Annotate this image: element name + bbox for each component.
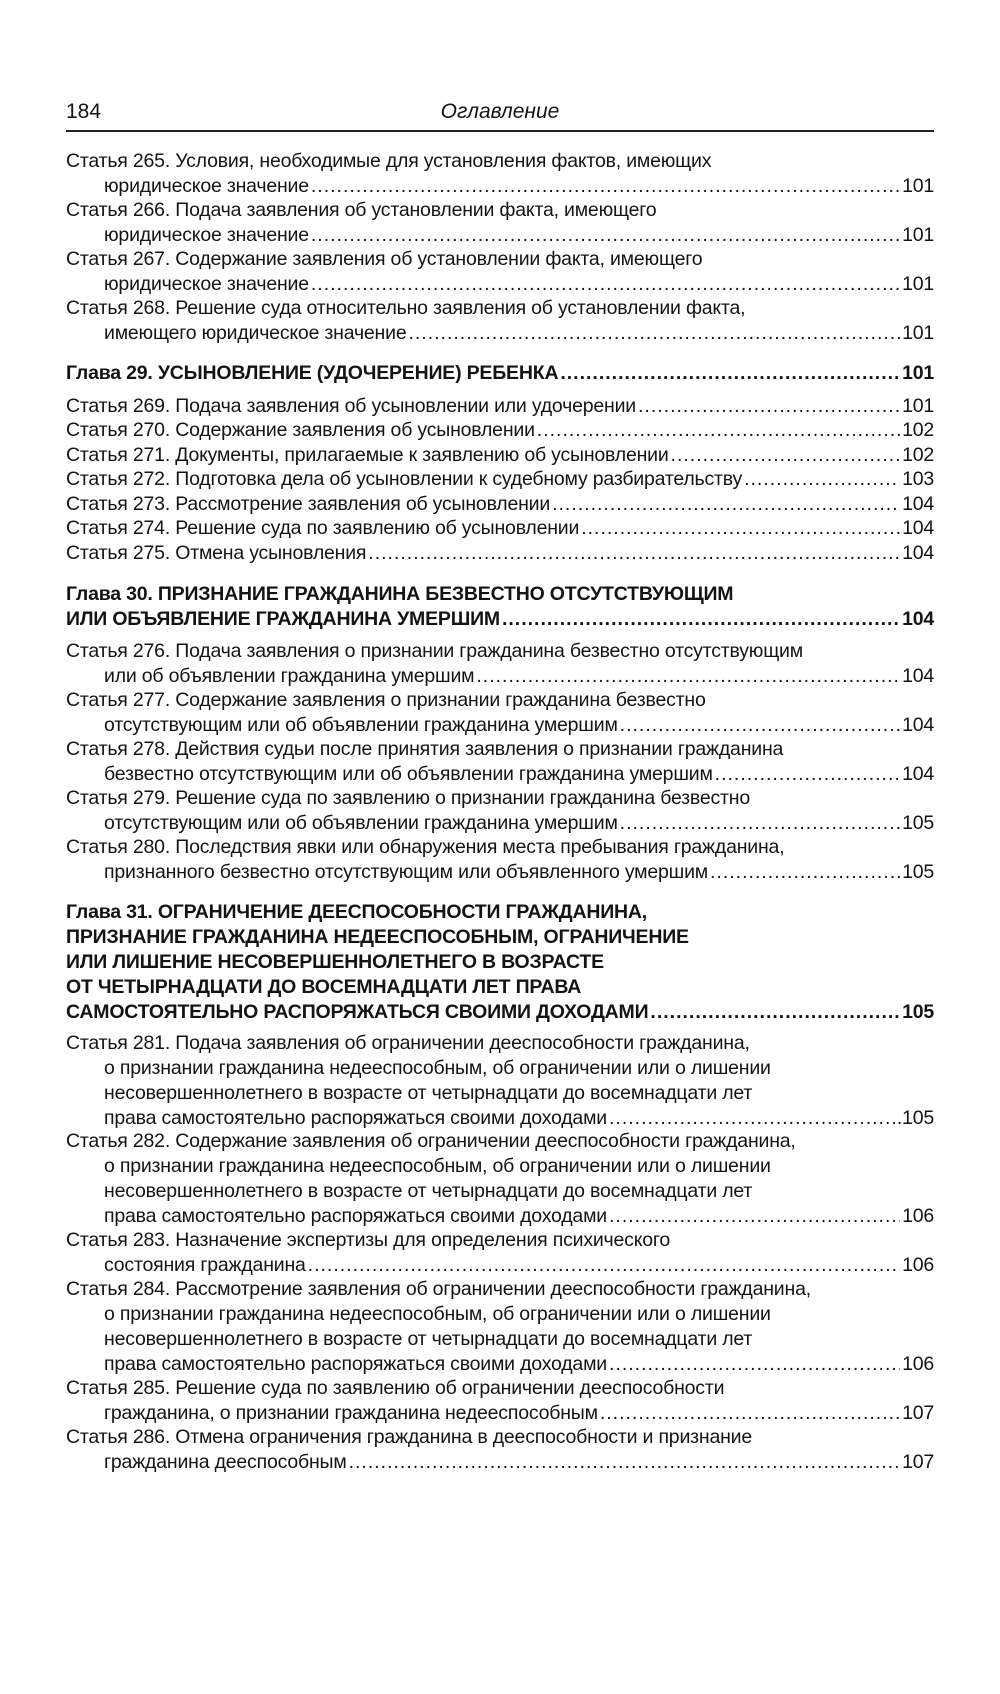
entry-line: Статья 285. Решение суда по заявлению об ограничении дееспособности: [66, 1377, 725, 1399]
leader-dots: [620, 713, 900, 738]
entry-line: Статья 279. Решение суда по заявлению о признании гражданина безвестно: [66, 787, 750, 809]
entry-line: Статья 278. Действия судьи после принятия заявления о признании гражданина: [66, 738, 784, 760]
entry-line: Статья 266. Подача заявления об установлении факта, имеющего: [66, 199, 657, 221]
entry-title: признанного безвестно отсутствующим или объявленного умершим: [104, 861, 709, 883]
page-number: 184: [66, 100, 102, 123]
toc-article[interactable]: [66, 835, 934, 885]
entry-title: Статья 274. Решение суда по заявлению об усыновлении: [66, 517, 580, 539]
entry-line: Статья 284. Рассмотрение заявления об ограничении дееспособности гражданина,: [66, 1278, 811, 1300]
entry-title: безвестно отсутствующим или об объявлении гражданина умершим: [104, 763, 713, 785]
toc-article[interactable]: [66, 541, 934, 566]
entry-line: [66, 272, 934, 297]
toc-chapter[interactable]: [66, 582, 934, 632]
entry-page-number: 105: [902, 1001, 934, 1023]
entry-title: ИЛИ ОБЪЯВЛЕНИЕ ГРАЖДАНИНА УМЕРШИМ: [66, 608, 500, 630]
entry-title: права самостоятельно распоряжаться своими доходами: [104, 1353, 607, 1375]
entry-line: Статья 276. Подача заявления о признании гражданина безвестно отсутствующим: [66, 640, 803, 662]
entry-line: [66, 664, 934, 689]
entry-line: Статья 286. Отмена ограничения гражданина в дееспособности и признание: [66, 1426, 753, 1448]
toc-article[interactable]: [66, 1129, 934, 1229]
entry-line: [66, 1106, 934, 1131]
entry-page-number: 107: [902, 1451, 934, 1473]
entry-line: несовершеннолетнего в возрасте от четырнадцати до восемнадцати лет: [104, 1082, 753, 1104]
entry-page-number: 101: [902, 395, 934, 417]
leader-dots: [311, 174, 900, 199]
toc-article[interactable]: [66, 1228, 934, 1278]
entry-line: ПРИЗНАНИЕ ГРАЖДАНИНА НЕДЕЕСПОСОБНЫМ, ОГРАНИЧЕНИЕ: [66, 926, 689, 948]
entry-title: Глава 29. УСЫНОВЛЕНИЕ (УДОЧЕРЕНИЕ) РЕБЕНКА: [66, 362, 559, 384]
entry-page-number: .105: [896, 1107, 934, 1129]
entry-line: [66, 1352, 934, 1377]
leader-dots: [715, 762, 900, 787]
entry-line: Статья 281. Подача заявления об ограничении дееспособности гражданина,: [66, 1032, 750, 1054]
entry-line: [66, 713, 934, 738]
entry-page-number: 105: [902, 812, 934, 834]
leader-dots: [609, 1106, 895, 1131]
entry-title: САМОСТОЯТЕЛЬНО РАСПОРЯЖАТЬСЯ СВОИМИ ДОХОДАМИ: [66, 1001, 649, 1023]
entry-title: Статья 272. Подготовка дела об усыновлении к судебному разбирательству: [66, 468, 743, 490]
toc-article[interactable]: [66, 198, 934, 248]
entry-page-number: 103: [902, 468, 934, 490]
entry-line: [66, 1000, 934, 1025]
entry-page-number: 104: [902, 714, 934, 736]
toc-chapter[interactable]: [66, 361, 934, 386]
toc-article[interactable]: [66, 467, 934, 492]
entry-line: Статья 280. Последствия явки или обнаружения места пребывания гражданина,: [66, 836, 785, 858]
toc-article[interactable]: [66, 1376, 934, 1426]
page-header: [66, 96, 934, 132]
entry-page-number: 106: [902, 1205, 934, 1227]
toc-chapter[interactable]: [66, 900, 934, 1025]
toc-article[interactable]: [66, 492, 934, 517]
entry-line: [66, 418, 934, 443]
entry-page-number: 104: [902, 542, 934, 564]
leader-dots: [537, 418, 900, 443]
entry-line: Глава 31. ОГРАНИЧЕНИЕ ДЕЕСПОСОБНОСТИ ГРАЖДАНИНА,: [66, 901, 648, 923]
entry-page-number: 102: [902, 419, 934, 441]
toc-article[interactable]: [66, 516, 934, 541]
leader-dots: [349, 1450, 901, 1475]
entry-line: несовершеннолетнего в возрасте от четырнадцати до восемнадцати лет: [104, 1180, 753, 1202]
leader-dots: [581, 516, 900, 541]
entry-line: [66, 762, 934, 787]
entry-line: Статья 267. Содержание заявления об установлении факта, имеющего: [66, 248, 703, 270]
entry-page-number: 104: [902, 763, 934, 785]
entry-title: юридическое значение: [104, 273, 309, 295]
entry-line: Статья 283. Назначение экспертизы для определения психического: [66, 1229, 671, 1251]
entry-title: отсутствующим или об объявлении гражданина умершим: [104, 812, 618, 834]
entry-line: [66, 516, 934, 541]
entry-page-number: 101: [902, 362, 934, 384]
entry-line: [66, 860, 934, 885]
entry-page-number: 101: [902, 273, 934, 295]
leader-dots: [620, 811, 900, 836]
entry-title: Статья 270. Содержание заявления об усыновлении: [66, 419, 535, 441]
leader-dots: [408, 321, 900, 346]
toc-article[interactable]: [66, 394, 934, 419]
toc-article[interactable]: [66, 1425, 934, 1475]
toc-article[interactable]: [66, 149, 934, 199]
entry-title: или об объявлении гражданина умершим: [104, 665, 475, 687]
entry-line: [66, 361, 934, 386]
entry-title: Статья 271. Документы, прилагаемые к заявлению об усыновлении: [66, 444, 669, 466]
leader-dots: [560, 361, 900, 386]
entry-page-number: 102: [902, 444, 934, 466]
entry-page-number: 104: [902, 608, 934, 630]
entry-page-number: 107: [902, 1402, 934, 1424]
entry-line: [66, 607, 934, 632]
entry-title: юридическое значение: [104, 175, 309, 197]
leader-dots: [502, 607, 900, 632]
entry-line: [66, 1450, 934, 1475]
entry-title: гражданина дееспособным: [104, 1451, 347, 1473]
entry-title: Статья 273. Рассмотрение заявления об усыновлении: [66, 493, 551, 515]
toc-article[interactable]: [66, 1031, 934, 1131]
entry-line: [66, 321, 934, 346]
entry-page-number: 101: [902, 322, 934, 344]
entry-line: Статья 277. Содержание заявления о признании гражданина безвестно: [66, 689, 706, 711]
entry-line: Статья 282. Содержание заявления об ограничении дееспособности гражданина,: [66, 1130, 796, 1152]
entry-page-number: 101: [902, 175, 934, 197]
toc-article[interactable]: [66, 443, 934, 468]
entry-line: Статья 265. Условия, необходимые для установления фактов, имеющих: [66, 150, 712, 172]
toc-article[interactable]: [66, 418, 934, 443]
entry-line: [66, 1204, 934, 1229]
entry-page-number: 104: [902, 517, 934, 539]
leader-dots: [650, 1000, 900, 1025]
entry-title: отсутствующим или об объявлении гражданина умершим: [104, 714, 618, 736]
entry-title: юридическое значение: [104, 224, 309, 246]
toc-article[interactable]: [66, 296, 934, 346]
leader-dots: [308, 1253, 900, 1278]
toc-article[interactable]: [66, 247, 934, 297]
leader-dots: [368, 541, 900, 566]
entry-title: гражданина, о признании гражданина недееспособным: [104, 1402, 598, 1424]
entry-line: [66, 1401, 934, 1426]
leader-dots: [638, 394, 900, 419]
entry-line: [66, 174, 934, 199]
leader-dots: [744, 467, 900, 492]
entry-page-number: 106: [902, 1254, 934, 1276]
entry-page-number: 106: [902, 1353, 934, 1375]
leader-dots: [476, 664, 900, 689]
entry-title: Статья 269. Подача заявления об усыновлении или удочерении: [66, 395, 636, 417]
entry-line: Статья 268. Решение суда относительно заявления об установлении факта,: [66, 297, 746, 319]
toc-article[interactable]: [66, 1277, 934, 1377]
entry-line: [66, 541, 934, 566]
entry-page-number: 101: [902, 224, 934, 246]
toc-article[interactable]: [66, 737, 934, 787]
leader-dots: [552, 492, 900, 517]
entry-line: о признании гражданина недееспособным, об ограничении или о лишении: [104, 1303, 771, 1325]
leader-dots: [311, 223, 900, 248]
leader-dots: [609, 1204, 900, 1229]
entry-line: [66, 443, 934, 468]
leader-dots: [311, 272, 900, 297]
entry-page-number: 105: [902, 861, 934, 883]
entry-page-number: 104: [902, 665, 934, 687]
leader-dots: [710, 860, 900, 885]
entry-line: [66, 492, 934, 517]
entry-title: Статья 275. Отмена усыновления: [66, 542, 367, 564]
entry-title: права самостоятельно распоряжаться своими доходами: [104, 1107, 607, 1129]
entry-line: о признании гражданина недееспособным, об ограничении или о лишении: [104, 1057, 771, 1079]
entry-line: о признании гражданина недееспособным, об ограничении или о лишении: [104, 1155, 771, 1177]
entry-title: права самостоятельно распоряжаться своими доходами: [104, 1205, 607, 1227]
running-head: Оглавление: [440, 100, 560, 123]
leader-dots: [671, 443, 901, 468]
entry-line: [66, 1253, 934, 1278]
entry-line: ОТ ЧЕТЫРНАДЦАТИ ДО ВОСЕМНАДЦАТИ ЛЕТ ПРАВА: [66, 976, 582, 998]
entry-line: Глава 30. ПРИЗНАНИЕ ГРАЖДАНИНА БЕЗВЕСТНО ОТСУТСТВУЮЩИМ: [66, 583, 734, 605]
leader-dots: [609, 1352, 900, 1377]
entry-title: имеющего юридическое значение: [104, 322, 407, 344]
entry-line: [66, 811, 934, 836]
toc-article[interactable]: [66, 639, 934, 689]
entry-line: несовершеннолетнего в возрасте от четырнадцати до восемнадцати лет: [104, 1328, 753, 1350]
toc-article[interactable]: [66, 688, 934, 738]
entry-line: [66, 467, 934, 492]
toc-article[interactable]: [66, 786, 934, 836]
entry-title: состояния гражданина: [104, 1254, 306, 1276]
entry-line: ИЛИ ЛИШЕНИЕ НЕСОВЕРШЕННОЛЕТНЕГО В ВОЗРАСТЕ: [66, 951, 604, 973]
entry-line: [66, 223, 934, 248]
entry-line: [66, 394, 934, 419]
leader-dots: [600, 1401, 900, 1426]
entry-page-number: 104: [902, 493, 934, 515]
